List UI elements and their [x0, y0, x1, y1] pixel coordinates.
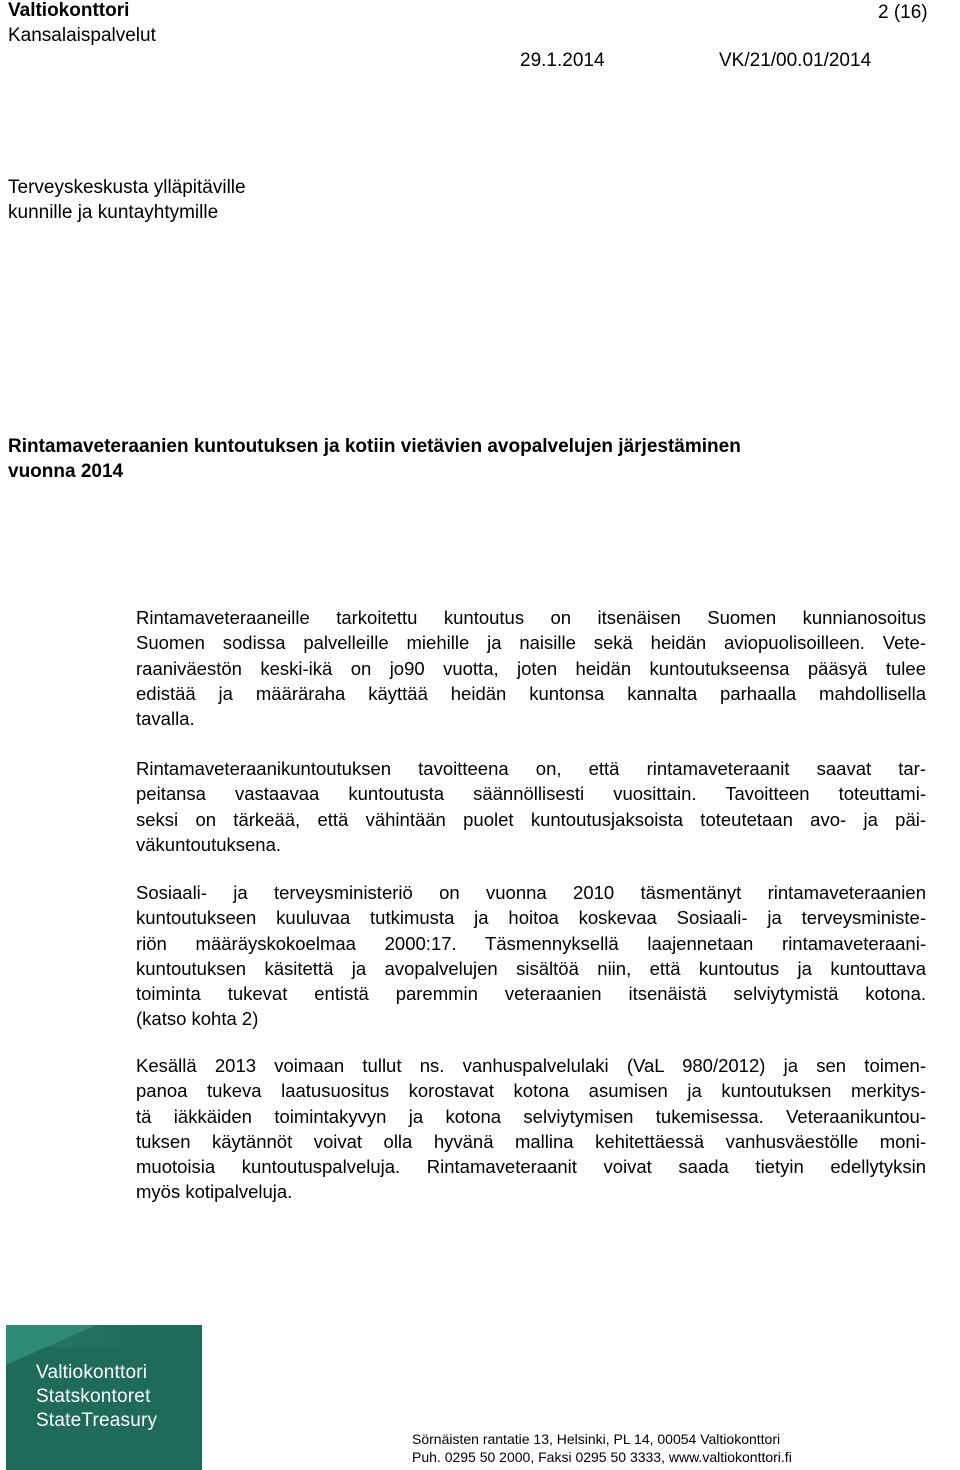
text-line: (katso kohta 2) [136, 1008, 259, 1030]
paragraph-1 [136, 605, 926, 731]
logo-text-line: Valtiokonttori [36, 1362, 148, 1383]
subject-line: vuonna 2014 [8, 461, 124, 482]
text-line: tuksen käytännöt voivat olla hyvänä mallina kehitettäessä vanhusväestölle moni- [136, 1130, 926, 1152]
footer-contact: Puh. 0295 50 2000, Faksi 0295 50 3333, www.valtiokonttori.fi [412, 1449, 792, 1465]
text-line: Sosiaali- ja terveysministeriö on vuonna 2010 täsmentänyt rintamaveteraanien [136, 882, 926, 903]
text-line: peitansa vastaavaa kuntoutusta säännöllisesti vuosittain. Tavoitteen toteuttami- [136, 783, 926, 805]
text-line: kuntoutuksen käsitettä ja avopalvelujen sisältöä niin, että kuntoutus ja kuntouttava [136, 957, 926, 979]
text-line: edistää ja määräraha käyttää heidän kuntonsa kannalta parhaalla mahdollisella [136, 682, 926, 704]
department-name: Kansalaispalvelut [8, 25, 156, 46]
paragraph-4 [136, 1053, 926, 1205]
subject-line: Rintamaveteraanien kuntoutuksen ja kotiin vietävien avopalvelujen järjestäminen [8, 436, 741, 457]
text-line: panoa tukeva laatusuositus korostavat kotona asumisen ja kuntoutuksen merkitys- [136, 1080, 926, 1102]
document-reference: VK/21/00.01/2014 [719, 50, 872, 71]
text-line: seksi on tärkeää, että vähintään puolet kuntoutusjaksoista toteutetaan avo- ja päi- [136, 808, 926, 830]
text-line: tä iäkkäiden toimintakyvyn ja kotona selviytymisen tukemisessa. Veteraanikuntou- [136, 1105, 926, 1127]
text-line: raaniväestön keski-ikä on jo90 vuotta, joten heidän kuntoutukseensa pääsyä tulee [136, 657, 926, 679]
paragraph-2 [136, 756, 926, 857]
logo-text-line: StateTreasury [36, 1410, 158, 1431]
text-line: Rintamaveteraanikuntoutuksen tavoitteena on, että rintamaveteraanit saavat tar- [136, 758, 926, 779]
footer-address: Sörnäisten rantatie 13, Helsinki, PL 14, 00054 Valtiokonttori [412, 1431, 781, 1447]
text-line: Rintamaveteraaneille tarkoitettu kuntoutus on itsenäisen Suomen kunnianosoitus [136, 607, 926, 628]
recipients [8, 175, 246, 225]
recipients-line: kunnille ja kuntayhtymille [8, 202, 219, 223]
text-line: riön määräyskokoelmaa 2000:17. Täsmennyksellä laajennetaan rintamaveteraani- [136, 932, 926, 954]
document-date: 29.1.2014 [520, 50, 605, 71]
text-line: Suomen sodissa palvelleille miehille ja naisille sekä heidän aviopuolisoilleen. Vete- [136, 632, 926, 654]
logo-mark [6, 1325, 96, 1365]
subject-heading [8, 434, 741, 484]
logo-text-line: Statskontoret [36, 1386, 151, 1407]
text-line: toiminta tukevat entistä paremmin veteraanien itsenäistä selviytymistä kotona. [136, 983, 926, 1005]
organization-name: Valtiokonttori [8, 0, 130, 21]
text-line: kuntoutukseen kuuluvaa tutkimusta ja hoitoa koskevaa Sosiaali- ja terveysministe- [136, 907, 926, 929]
text-line: muotoisia kuntoutuspalveluja. Rintamaveteraanit voivat saada tietyin edellytyksin [136, 1156, 926, 1178]
text-line: Kesällä 2013 voimaan tullut ns. vanhuspalvelulaki (VaL 980/2012) ja sen toimen- [136, 1055, 926, 1076]
text-line: väkuntoutuksena. [136, 833, 282, 855]
recipients-line: Terveyskeskusta ylläpitäville [8, 177, 246, 198]
text-line: tavalla. [136, 708, 195, 730]
paragraph-3 [136, 880, 926, 1032]
page-number: 2 (16) [878, 2, 928, 23]
text-line: myös kotipalveluja. [136, 1181, 293, 1203]
